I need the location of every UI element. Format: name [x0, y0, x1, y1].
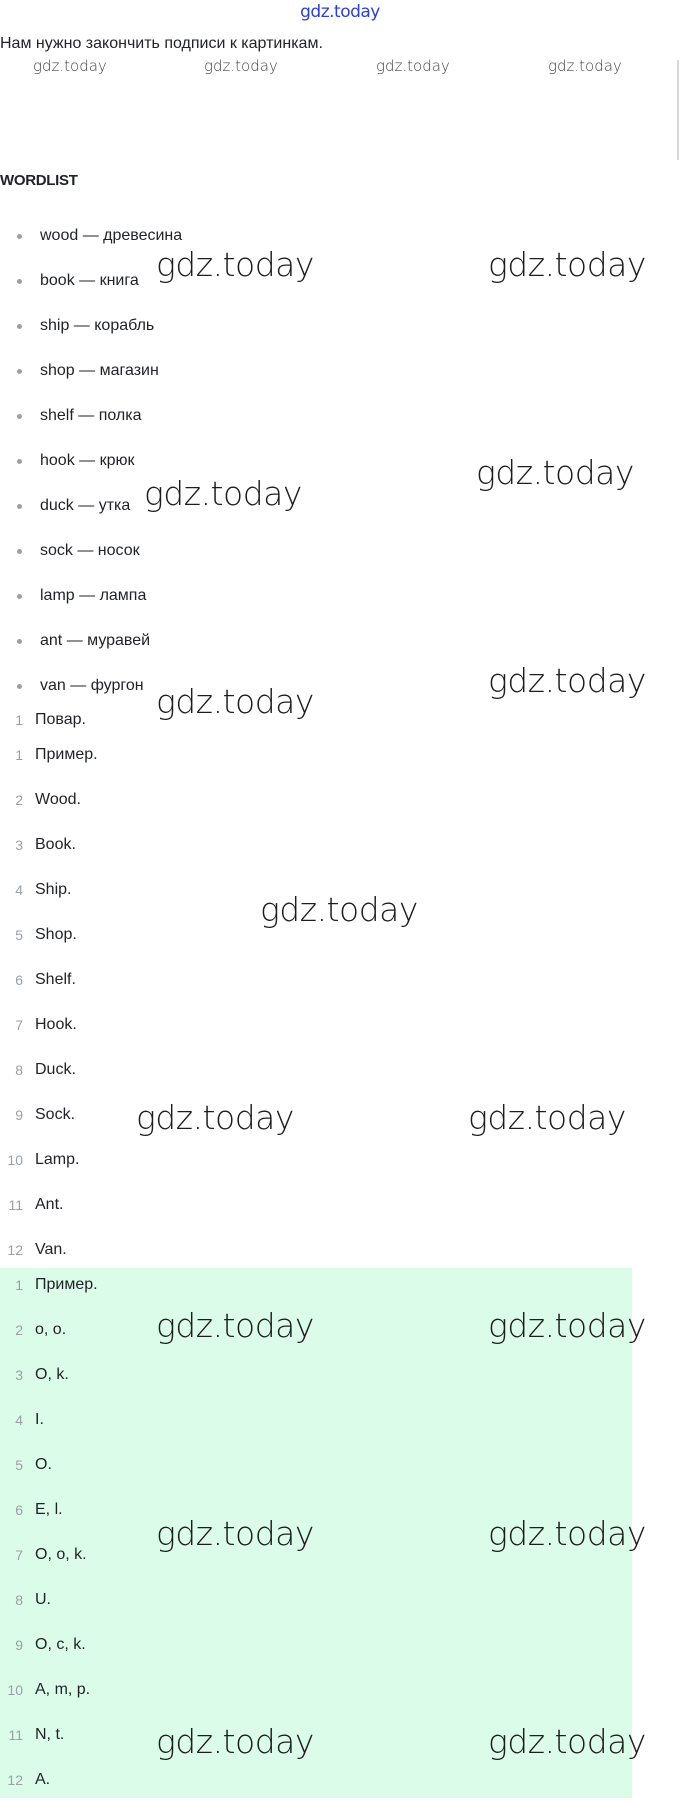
bullet-icon [17, 369, 22, 374]
wordlist-item: book — книга [0, 269, 680, 314]
wordlist-item: ant — муравей [0, 629, 680, 674]
watermark: gdz.today [488, 1722, 646, 1761]
answer-item: 4 I. [15, 1411, 44, 1428]
watermark: gdz.today [548, 57, 622, 75]
wordlist-item: hook — крюк [0, 449, 680, 494]
watermark: gdz.today [488, 1306, 646, 1345]
intro-text: Нам нужно закончить подписи к картинкам. [0, 35, 323, 52]
answer-item: 2 Wood. [15, 791, 81, 808]
answer-item: 11 Ant. [8, 1196, 64, 1213]
watermark-row [0, 55, 680, 79]
wordlist-item: shelf — полка [0, 404, 680, 449]
bullet-icon [17, 549, 22, 554]
watermark: gdz.today [156, 682, 314, 721]
answer-item: 7 Hook. [15, 1016, 77, 1033]
section-title: WORDLIST [0, 172, 78, 189]
answer-item: 3 O, k. [15, 1366, 69, 1383]
answer-item: 9 Sock. [15, 1106, 76, 1123]
bullet-icon [17, 279, 22, 284]
watermark: gdz.today [260, 890, 418, 929]
watermark: gdz.today [156, 1722, 314, 1761]
answer-item: 1 Пример. [15, 1276, 98, 1293]
answer-item: 5 Shop. [15, 926, 77, 943]
answer-item: 10 A, m, p. [7, 1681, 91, 1698]
answer-item: 2 o, o. [15, 1321, 67, 1338]
watermark: gdz.today [144, 474, 302, 513]
answer-item: 7 O, o, k. [15, 1546, 87, 1563]
answer-item: 1 Повар. [15, 711, 86, 728]
bullet-icon [17, 594, 22, 599]
answer-item: 11 N, t. [8, 1726, 65, 1743]
watermark: gdz.today [488, 661, 646, 700]
answer-list-words [0, 743, 680, 1283]
answer-item: 1 Пример. [15, 746, 98, 763]
scrollbar[interactable] [677, 60, 679, 160]
watermark: gdz.today [156, 1514, 314, 1553]
wordlist-item: ship — корабль [0, 314, 680, 359]
watermark: gdz.today [156, 1306, 314, 1345]
watermark: gdz.today [476, 453, 634, 492]
answer-item: 12 A. [7, 1771, 51, 1788]
watermark: gdz.today [33, 57, 107, 75]
bullet-icon [17, 504, 22, 509]
answer-item: 8 U. [15, 1591, 51, 1608]
watermark: gdz.today [136, 1098, 294, 1137]
wordlist-item: shop — магазин [0, 359, 680, 404]
watermark: gdz.today [156, 245, 314, 284]
bullet-icon [17, 684, 22, 689]
bullet-icon [17, 414, 22, 419]
bullet-icon [17, 459, 22, 464]
wordlist-item: duck — утка [0, 494, 680, 539]
wordlist-item: van — фургон [0, 674, 680, 719]
answer-item: 12 Van. [7, 1241, 67, 1258]
wordlist-item: sock — носок [0, 539, 680, 584]
watermark: gdz.today [488, 1514, 646, 1553]
watermark: gdz.today [204, 57, 278, 75]
answer-item: 3 Book. [15, 836, 76, 853]
bullet-icon [17, 234, 22, 239]
site-logo[interactable]: gdz.today [300, 2, 380, 22]
answer-item: 6 Shelf. [15, 971, 76, 988]
answer-item: 6 E, l. [15, 1501, 63, 1518]
answer-item: 10 Lamp. [7, 1151, 80, 1168]
answer-item: 5 O. [15, 1456, 52, 1473]
wordlist-item: lamp — лампа [0, 584, 680, 629]
answer-item: 9 O, c, k. [15, 1636, 86, 1653]
bullet-icon [17, 324, 22, 329]
watermark: gdz.today [488, 245, 646, 284]
answer-item: 4 Ship. [15, 881, 72, 898]
watermark: gdz.today [376, 57, 450, 75]
bullet-icon [17, 639, 22, 644]
watermark: gdz.today [468, 1098, 626, 1137]
answer-item: 8 Duck. [15, 1061, 76, 1078]
wordlist-item: wood — древесина [0, 224, 680, 269]
